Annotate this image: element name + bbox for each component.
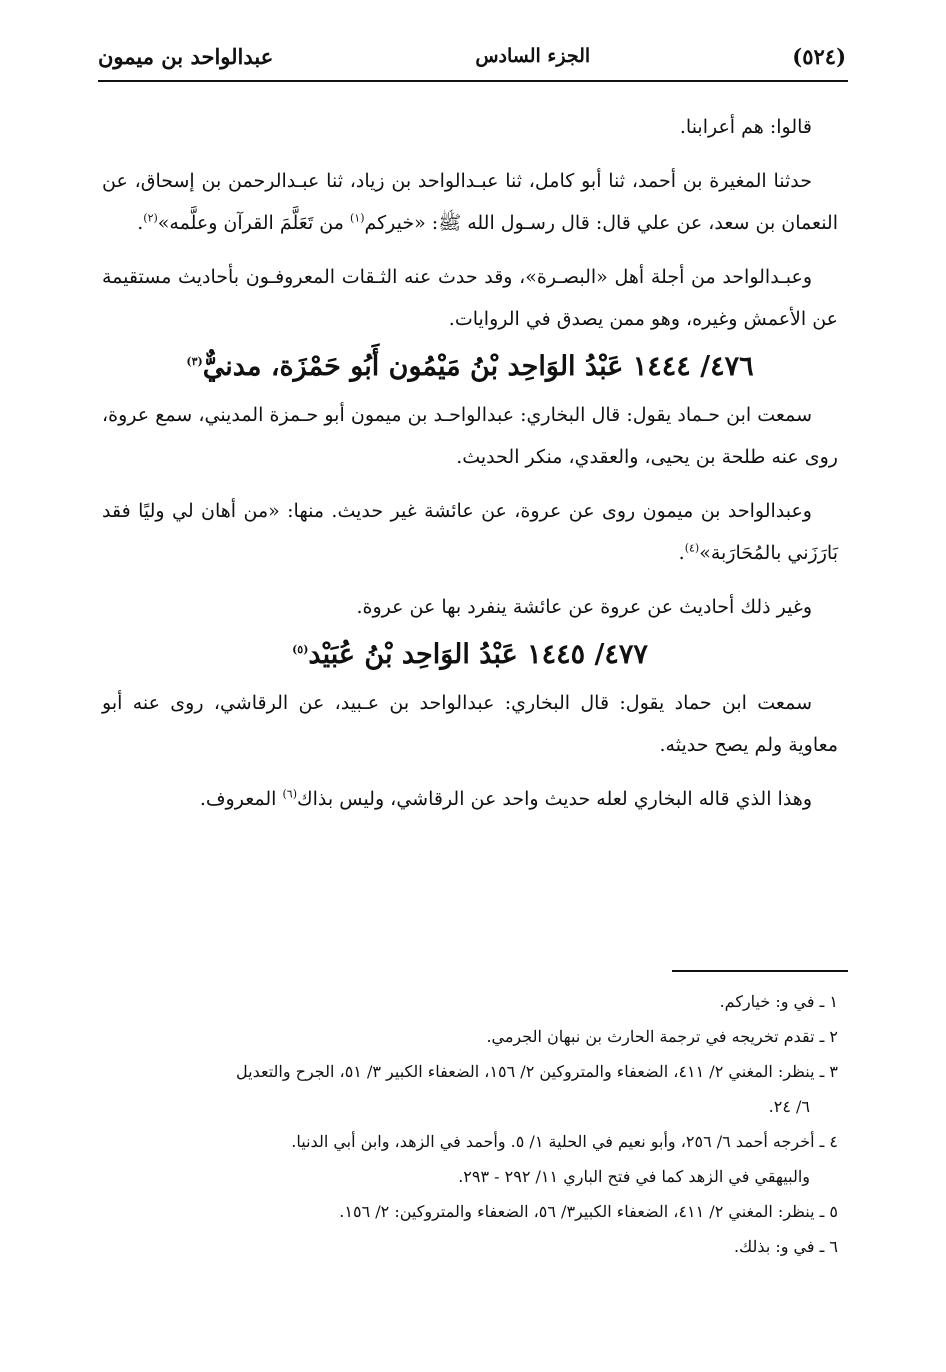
footnote: ٤ ـ أخرجه أحمد ٦/ ٢٥٦، وأبو نعيم في الحلية ١/ ٥. وأحمد في الزهد، وابن أبي الدنيا.	[291, 1132, 838, 1151]
paragraph: وهذا الذي قاله البخاري لعله حديث واحد عن الرقاشي، وليس بذاك$^{(٦)}$ المعروف.	[199, 787, 812, 810]
footnote: ٥ ـ ينظر: المغني ٢/ ٤١١، الضعفاء الكبير٣/ ٥٦، الضعفاء والمتروكين: ٢/ ١٥٦.	[339, 1202, 838, 1221]
paragraph: وعبدالواحد بن ميمون روى عن عروة، عن عائشة غير حديث. منها: «من أهان لي وليًا فقد بَارَزَني بالمُحَارَبة»$^{(٤)}$.	[102, 500, 838, 564]
paragraph: سمعت ابن حـماد يقول: قال البخاري: عبدالواحـد بن ميمون أبو حـمزة المديني، سمع عروة، روى عنه طلحة بن يحيى، والعقدي، منكر الحديث.	[102, 404, 838, 468]
entry-heading: ٤٧٧/ ١٤٤٥ عَبْدُ الوَاحِد بْنُ عُبَيْد$^{(٥)}$	[292, 639, 648, 670]
running-title: عبدالواحد بن ميمون	[98, 43, 274, 69]
footnote-continuation: ٦/ ٢٤.	[768, 1097, 810, 1116]
footnote-ref: (٢)	[143, 211, 158, 225]
footnote-ref: (٥)	[292, 643, 309, 656]
paragraph: سمعت ابن حماد يقول: قال البخاري: عبدالواحد بن عـبيد، عن الرقاشي، روى عنه أبو معاوية ولم يصح حديثه.	[102, 692, 838, 756]
paragraph: قالوا: هم أعرابنا.	[679, 116, 812, 138]
main-text	[102, 106, 838, 820]
footnote-ref: (٣)	[186, 355, 203, 368]
footnote-ref: (٤)	[684, 541, 700, 555]
footnote: ٦ ـ في و: بذلك.	[733, 1237, 838, 1256]
entry-heading: ٤٧٦/ ١٤٤٤ عَبْدُ الوَاحِد بْنُ مَيْمُون أَبُو حَمْزَة، مدنيٌّ$^{(٣)}$	[186, 351, 754, 382]
footnote-ref: (٦)	[282, 787, 297, 801]
paragraph: وعبـدالواحد من أجلة أهل «البصـرة»، وقد حدث عنه الثـقات المعروفـون بأحاديث مستقيمة عن الأعمش وغيره، وهو ممن يصدق في الروايات.	[102, 266, 838, 330]
page-header	[98, 34, 846, 78]
footnote: ٢ ـ تقدم تخريجه في ترجمة الحارث بن نبهان الجرمي.	[486, 1027, 838, 1046]
page-number: (٥٢٤)	[792, 43, 846, 69]
footnotes	[102, 984, 838, 1264]
footnote-continuation: والبيهقي في الزهد كما في فتح الباري ١١/ ٢٩٢ - ٢٩٣.	[458, 1167, 810, 1186]
volume-label: الجزء السادس	[475, 45, 591, 67]
header-rule	[98, 80, 848, 82]
footnote-rule	[672, 970, 848, 972]
paragraph: حدثنا المغيرة بن أحمد، ثنا أبو كامل، ثنا عبـدالواحد بن زياد، ثنا عبـدالرحمن بن إسحاق، عن النعمان بن سعد، عن علي قال: قال رسـول الله ﷺ: «خيركم$^{(١)}$ من تَعَلَّمَ القرآن وعلَّمه»$^{(٢)}$.	[102, 170, 838, 234]
footnote: ٣ ـ ينظر: المغني ٢/ ٤١١، الضعفاء والمتروكين ٢/ ١٥٦، الضعفاء الكبير ٣/ ٥١، الجرح والتعديل	[236, 1062, 838, 1081]
paragraph: وغير ذلك أحاديث عن عروة عن عائشة ينفرد بها عن عروة.	[356, 596, 812, 618]
footnote-ref: (١)	[349, 211, 365, 225]
footnote: ١ ـ في و: خياركم.	[719, 992, 838, 1011]
